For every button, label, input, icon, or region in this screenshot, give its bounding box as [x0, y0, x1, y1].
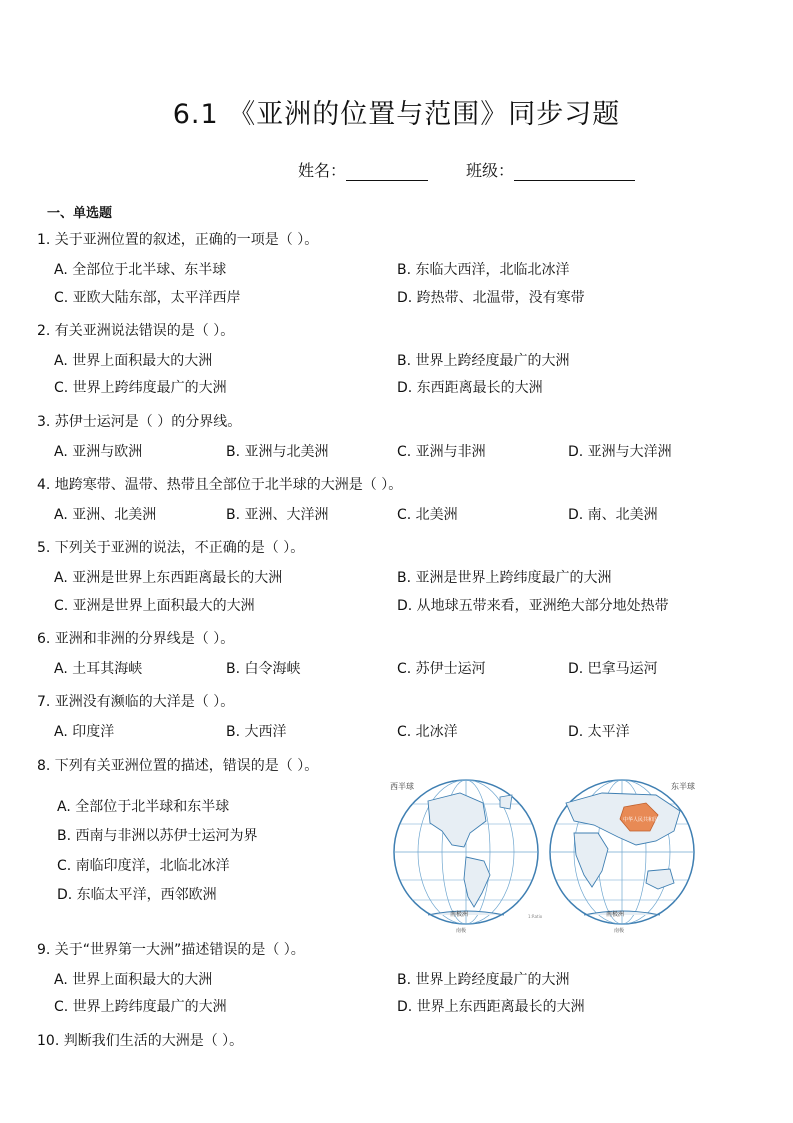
option-a[interactable]: A. 亚洲、北美洲: [54, 507, 157, 523]
question-stem: 10. 判断我们生活的大洲是（ ）。: [37, 1033, 244, 1049]
option-b[interactable]: B. 东临大西洋，北临北冰洋: [397, 262, 570, 278]
option-b[interactable]: B. 大西洋: [226, 724, 287, 740]
name-label: 姓名：: [298, 161, 347, 180]
name-blank[interactable]: [346, 162, 428, 181]
option-d[interactable]: D. 巴拿马运河: [568, 661, 658, 677]
option-d[interactable]: D. 南、北美洲: [568, 507, 658, 523]
china-label: 中华人民共和国: [623, 817, 659, 823]
question-stem: 6. 亚洲和非洲的分界线是（ ）。: [37, 631, 235, 647]
option-a[interactable]: A. 印度洋: [54, 724, 115, 740]
option-a[interactable]: A. 全部位于北半球和东半球: [57, 799, 230, 815]
option-b[interactable]: B. 世界上跨经度最广的大洲: [397, 972, 570, 988]
option-b[interactable]: B. 亚洲是世界上跨纬度最广的大洲: [397, 570, 612, 586]
option-b[interactable]: B. 白令海峡: [226, 661, 301, 677]
question-stem: 2. 有关亚洲说法错误的是（ ）。: [37, 323, 235, 339]
option-d[interactable]: D. 太平洋: [568, 724, 630, 740]
option-c[interactable]: C. 苏伊士运河: [397, 661, 486, 677]
option-c[interactable]: C. 亚洲是世界上面积最大的大洲: [54, 598, 255, 614]
west-hemisphere-label: 西半球: [390, 782, 414, 791]
question-stem: 7. 亚洲没有濒临的大洋是（ ）。: [37, 694, 235, 710]
option-d[interactable]: D. 东西距离最长的大洲: [397, 380, 543, 396]
class-label: 班级：: [466, 161, 515, 180]
south-pole-label-right: 南极: [614, 928, 625, 934]
east-hemisphere-label: 东半球: [671, 782, 695, 791]
hemisphere-map: [388, 775, 700, 935]
option-a[interactable]: A. 世界上面积最大的大洲: [54, 972, 213, 988]
question-stem: 3. 苏伊士运河是（ ）的分界线。: [37, 414, 242, 430]
class-blank[interactable]: [514, 162, 635, 181]
option-c[interactable]: C. 北美洲: [397, 507, 458, 523]
student-info-row: [298, 158, 635, 181]
east-hemisphere: [550, 780, 700, 934]
option-c[interactable]: C. 世界上跨纬度最广的大洲: [54, 999, 227, 1015]
option-d[interactable]: D. 世界上东西距离最长的大洲: [397, 999, 585, 1015]
option-c[interactable]: C. 世界上跨纬度最广的大洲: [54, 380, 227, 396]
option-c[interactable]: C. 亚洲与非洲: [397, 444, 486, 460]
option-d[interactable]: D. 东临太平洋，西邻欧洲: [57, 887, 217, 903]
antarctica-label-left: 南极洲: [450, 911, 469, 918]
option-b[interactable]: B. 亚洲、大洋洲: [226, 507, 329, 523]
option-d[interactable]: D. 跨热带、北温带，没有寒带: [397, 290, 585, 306]
question-stem: 1. 关于亚洲位置的叙述，正确的一项是（ ）。: [37, 232, 319, 248]
question-stem: 9. 关于“世界第一大洲”描述错误的是（ ）。: [37, 942, 305, 958]
option-b[interactable]: B. 亚洲与北美洲: [226, 444, 329, 460]
option-a[interactable]: A. 土耳其海峡: [54, 661, 143, 677]
option-c[interactable]: C. 北冰洋: [397, 724, 458, 740]
south-pole-label-left: 南极: [456, 928, 467, 934]
option-a[interactable]: A. 全部位于北半球、东半球: [54, 262, 227, 278]
antarctica-label-right: 南极洲: [606, 911, 625, 918]
question-stem: 5. 下列关于亚洲的说法，不正确的是（ ）。: [37, 540, 305, 556]
option-b[interactable]: B. 世界上跨经度最广的大洲: [397, 353, 570, 369]
west-hemisphere: [388, 780, 538, 934]
option-d[interactable]: D. 从地球五带来看，亚洲绝大部分地处热带: [397, 598, 669, 614]
option-c[interactable]: C. 亚欧大陆东部，太平洋西岸: [54, 290, 241, 306]
option-a[interactable]: A. 世界上面积最大的大洲: [54, 353, 213, 369]
map-scale-label: 1:Ratio: [528, 914, 543, 919]
option-d[interactable]: D. 亚洲与大洋洲: [568, 444, 672, 460]
option-b[interactable]: B. 西南与非洲以苏伊士运河为界: [57, 828, 258, 844]
option-a[interactable]: A. 亚洲与欧洲: [54, 444, 143, 460]
question-stem: 8. 下列有关亚洲位置的描述，错误的是（ ）。: [37, 758, 319, 774]
page-title: 6.1 《亚洲的位置与范围》同步习题: [172, 99, 621, 130]
option-a[interactable]: A. 亚洲是世界上东西距离最长的大洲: [54, 570, 283, 586]
option-c[interactable]: C. 南临印度洋，北临北冰洋: [57, 858, 230, 874]
section-heading: 一、单选题: [47, 206, 113, 221]
hemisphere-map-svg: [388, 775, 700, 935]
question-stem: 4. 地跨寒带、温带、热带且全部位于北半球的大洲是（ ）。: [37, 477, 403, 493]
